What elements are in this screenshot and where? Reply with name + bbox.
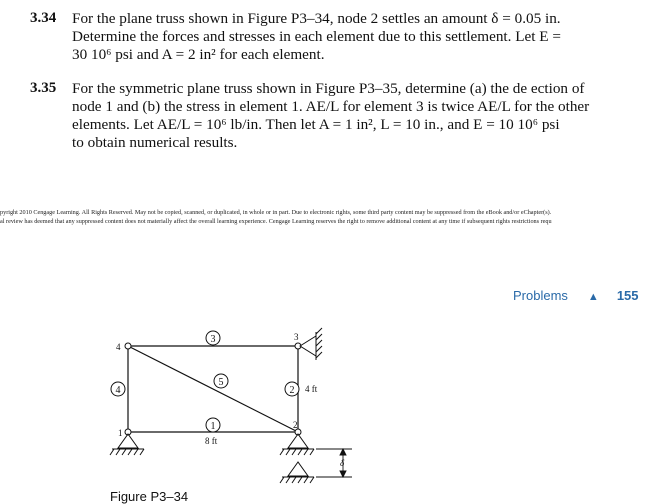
problem-line: 30 10⁶ psi and A = 2 in² for each element. (72, 46, 325, 63)
copyright-line: al review has deemed that any suppressed content does not materially affect the overall learning experience. Cengage Learning reserves the right to remove additional content at any time if subsequent rights restrictions requ (0, 218, 552, 225)
problem-line: node 1 and (b) the stress in element 1. AE/L for element 3 is twice AE/L for the other (72, 98, 590, 115)
problem-number: 3.34 (30, 10, 57, 26)
settled-support-node-2 (280, 462, 314, 483)
element-label: 2 (289, 385, 295, 396)
node-label: 3 (294, 332, 299, 342)
element-label: 4 (115, 385, 121, 396)
problem-line: For the symmetric plane truss shown in Figure P3–35, determine (a) the de ection of (72, 80, 585, 97)
node-label: 1 (118, 428, 123, 438)
width-dimension: 8 ft (205, 436, 218, 446)
settlement-label: δ (340, 458, 345, 468)
figure-caption: Figure P3–34 (110, 489, 189, 504)
node-label: 2 (293, 420, 298, 430)
pin-support-node-2 (280, 434, 314, 455)
height-dimension: 4 ft (305, 384, 318, 394)
section-title: Problems (513, 288, 568, 303)
problem-line: For the plane truss shown in Figure P3–34, node 2 settles an amount δ = 0.05 in. (72, 10, 561, 27)
element-label: 5 (218, 377, 224, 388)
problem-line: to obtain numerical results. (72, 134, 238, 151)
element-label: 3 (210, 334, 216, 345)
node-4-marker (125, 343, 131, 349)
copyright-line: pyright 2010 Cengage Learning. All Rights Reserved. May not be copied, scanned, or duplicated, in whole or in part. Due to electronic rights, some third party content may be suppressed from the eBook and/or eChapter(s). (0, 209, 552, 216)
problem-number: 3.35 (30, 80, 57, 96)
page-number: 155 (616, 288, 639, 303)
pin-support-node-1 (110, 434, 144, 455)
settlement-dimension (316, 449, 352, 477)
problem-line: elements. Let AE/L = 10⁶ lb/in. Then let A = 1 in², L = 10 in., and E = 10 10⁶ psi (72, 116, 560, 133)
triangle-icon: ▲ (587, 291, 599, 303)
element-label: 1 (210, 421, 216, 432)
node-label: 4 (116, 342, 121, 352)
problem-line: Determine the forces and stresses in each element due to this settlement. Let E = (72, 28, 561, 45)
pin-support-node-3 (300, 328, 322, 360)
